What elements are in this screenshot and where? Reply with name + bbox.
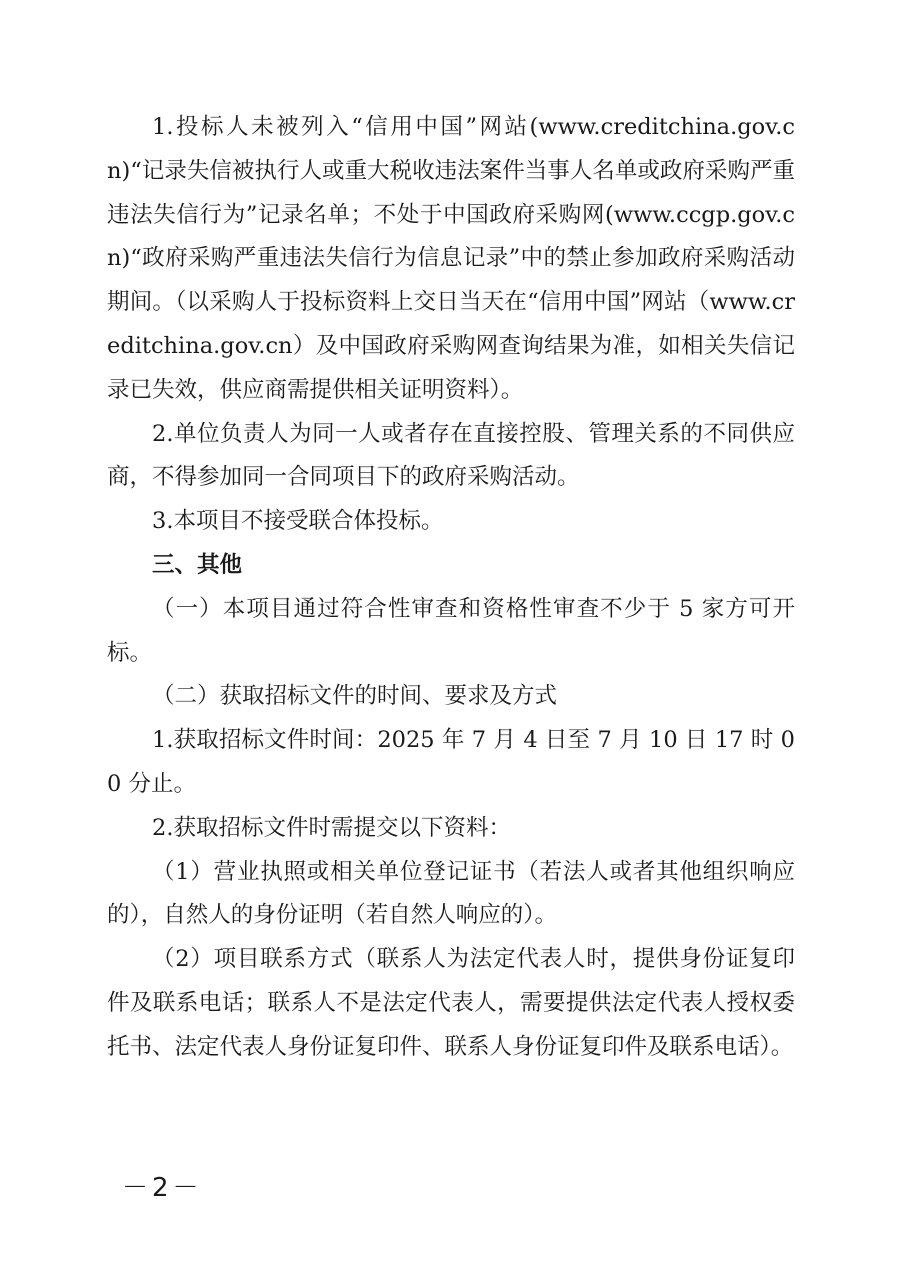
paragraph-credit-check: 1.投标人未被列入“信用中国”网站(www.creditchina.gov.cn)“记录失信被执行人或重大税收违法案件当事人名单或政府采购严重违法失信行为”记录名单；不处于中国政府采购网(www.ccgp.gov.cn)“政府采购严重违法失信行为信息记录”中的禁止参加政府采购活动期间。（以采购人于投标资料上交日当天在“信用中国”网站（www.creditchina.gov.cn）及中国政府采购网查询结果为准，如相关失信记录已失效，供应商需提供相关证明资料）。: [107, 114, 795, 403]
paragraph-same-responsible-person: 2.单位负责人为同一人或者存在直接控股、管理关系的不同供应商，不得参加同一合同项目下的政府采购活动。: [107, 420, 795, 491]
paragraph-minimum-bidders: （一）本项目通过符合性审查和资格性审查不少于 5 家方可开标。: [107, 595, 795, 666]
section-heading-other: 三、其他: [152, 551, 243, 578]
page-number: －2－: [122, 1173, 203, 1203]
document-body: [107, 106, 795, 1070]
paragraph-no-consortium: 3.本项目不接受联合体投标。: [152, 508, 444, 535]
paragraph-contact-info: （2）项目联系方式（联系人为法定代表人时，提供身份证复印件及联系电话；联系人不是法定代表人，需要提供法定代表人授权委托书、法定代表人身份证复印件、联系人身份证复印件及联系电话）。: [107, 946, 795, 1060]
paragraph-business-license: （1）营业执照或相关单位登记证书（若法人或者其他组织响应的），自然人的身份证明（若自然人响应的）。: [107, 858, 795, 929]
paragraph-obtain-time: 1.获取招标文件时间：2025 年 7 月 4 日至 7 月 10 日 17 时 00 分止。: [107, 727, 795, 797]
paragraph-required-materials: 2.获取招标文件时需提交以下资料：: [152, 814, 511, 841]
subheading-obtain-documents: （二）获取招标文件的时间、要求及方式: [152, 683, 558, 710]
